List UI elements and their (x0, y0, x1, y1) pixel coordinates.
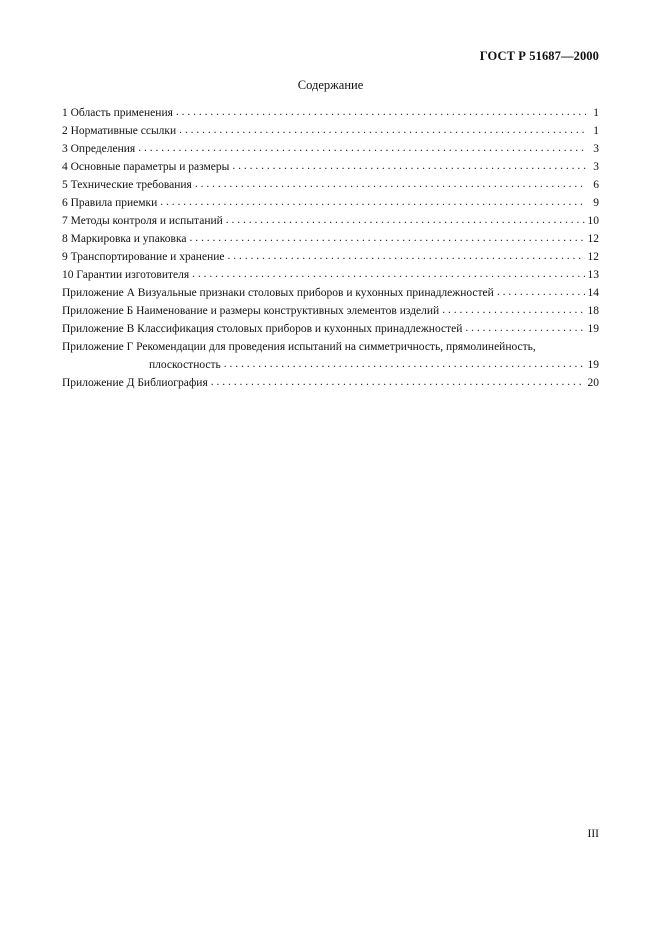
toc-entry-label: Приложение Д Библиография (62, 377, 208, 389)
toc-entry-label: Приложение Г Рекомендации для проведения испытаний на симметричность, прямолинейность, (62, 341, 536, 353)
toc-entry-label: Приложение А Визуальные признаки столовых приборов и кухонных принадлежностей (62, 287, 494, 299)
toc-entry-page: 20 (587, 377, 599, 389)
toc-entry-page: 18 (587, 305, 599, 317)
document-id: ГОСТ Р 51687—2000 (479, 49, 599, 63)
toc-entry[interactable] (62, 173, 599, 191)
toc-leader-dots (232, 159, 586, 173)
toc-entry[interactable] (62, 335, 599, 353)
toc-leader-dots (179, 123, 586, 137)
toc-entry-page: 12 (587, 251, 599, 263)
toc-leader-dots (226, 213, 585, 227)
toc-entry-label: 7 Методы контроля и испытаний (62, 215, 223, 227)
toc-entry-page: 1 (593, 125, 599, 137)
toc-entry[interactable] (62, 137, 599, 155)
toc-leader-dots (176, 105, 586, 119)
toc-leader-dots (195, 177, 586, 191)
toc-leader-dots (190, 231, 585, 245)
toc-entry-page: 3 (593, 161, 599, 173)
toc-entry-label: 2 Нормативные ссылки (62, 125, 177, 137)
toc-entry-label: 1 Область применения (62, 107, 173, 119)
toc-entry-page: 19 (587, 323, 599, 335)
toc-entry-page: 3 (593, 143, 599, 155)
toc-entry[interactable] (62, 119, 599, 137)
toc-entry-label: 10 Гарантии изготовителя (62, 269, 190, 281)
toc-entry[interactable] (62, 209, 599, 227)
toc-title: Содержание (297, 78, 364, 92)
toc-entry[interactable] (62, 281, 599, 299)
toc-entry-page: 13 (587, 269, 599, 281)
toc-entry-label: Приложение Б Наименование и размеры конструктивных элементов изделий (62, 305, 440, 317)
toc-entry[interactable] (62, 155, 599, 173)
toc-entry[interactable] (62, 191, 599, 209)
toc-entry[interactable] (62, 101, 599, 119)
toc-leader-dots (227, 249, 584, 263)
toc-entry-label: 4 Основные параметры и размеры (62, 161, 230, 173)
toc-entry-label: 5 Технические требования (62, 179, 192, 191)
toc-entry-page: 12 (587, 233, 599, 245)
toc-leader-dots (497, 285, 585, 299)
toc-entry-label: 8 Маркировка и упаковка (62, 233, 187, 245)
toc-entry[interactable] (62, 245, 599, 263)
toc-entry[interactable] (62, 227, 599, 245)
toc-entry[interactable] (62, 263, 599, 281)
toc-entry-label-continuation: плоскостность (149, 359, 221, 371)
toc-entry-page: 1 (593, 107, 599, 119)
toc-entry-label: 9 Транспортирование и хранение (62, 251, 225, 263)
toc-entry[interactable] (62, 371, 599, 389)
page-number: III (587, 828, 599, 840)
toc-entry[interactable] (62, 317, 599, 335)
toc-entry-page: 19 (587, 359, 599, 371)
toc-entry-page: 6 (593, 179, 599, 191)
toc-entry[interactable] (62, 299, 599, 317)
toc-entry-label: 3 Определения (62, 143, 136, 155)
toc-leader-dots (224, 357, 585, 371)
toc-entry-continuation[interactable] (62, 353, 599, 371)
toc-entry-page: 10 (587, 215, 599, 227)
toc-leader-dots (160, 195, 586, 209)
toc-entry-label: 6 Правила приемки (62, 197, 158, 209)
toc-leader-dots (192, 267, 584, 281)
table-of-contents (62, 101, 599, 389)
toc-leader-dots (465, 321, 584, 335)
toc-leader-dots (442, 303, 584, 317)
toc-entry-page: 9 (593, 197, 599, 209)
toc-entry-label: Приложение В Классификация столовых приборов и кухонных принадлежностей (62, 323, 463, 335)
toc-leader-dots (138, 141, 586, 155)
toc-entry-page: 14 (587, 287, 599, 299)
toc-leader-dots (211, 375, 585, 389)
